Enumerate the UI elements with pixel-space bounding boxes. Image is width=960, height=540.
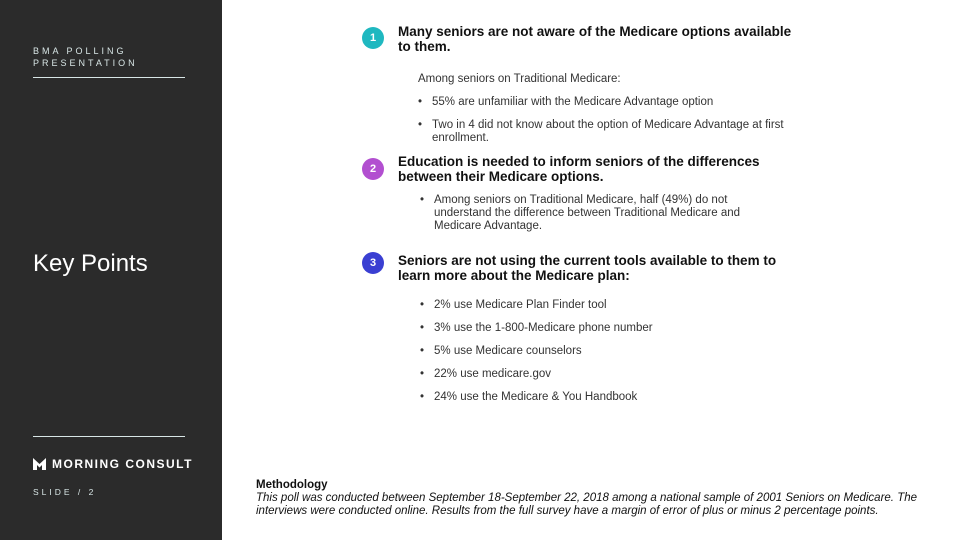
eyebrow: BMA POLLING [33,46,127,56]
logo-text: MORNING CONSULT [52,457,193,471]
slide-number: SLIDE / 2 [33,487,97,497]
point-heading-1: Many seniors are not aware of the Medicare options available to them. [398,24,792,54]
slide-title: Key Points [33,250,148,277]
methodology-text: This poll was conducted between September 18-September 22, 2018 among a national sample of 2001 Seniors on Medicare. The interviews were conducted online. Results from the full survey have a margin of error of plus or minus 2 percentage points. [256,492,918,517]
point-number-1: 1 [362,27,384,49]
divider [33,77,185,78]
bullet: • 24% use the Medicare & You Handbook [420,391,637,404]
bullet: • 55% are unfamiliar with the Medicare Advantage option [418,96,713,109]
logo [33,457,193,471]
point-number-2: 2 [362,158,384,180]
bullet: • Among seniors on Traditional Medicare, half (49%) do not understand the difference between Traditional Medicare and Medicare Advantage. [420,194,770,233]
bullet: • 3% use the 1-800-Medicare phone number [420,322,653,335]
point-number-3: 3 [362,252,384,274]
methodology [256,479,936,518]
point-heading-2: Education is needed to inform seniors of the differences between their Medicare options. [398,154,760,184]
bullet: • Two in 4 did not know about the option of Medicare Advantage at first enrollment. [418,119,798,145]
point-heading-3: Seniors are not using the current tools available to them to learn more about the Medicare plan: [398,253,777,283]
methodology-title: Methodology [256,479,328,491]
sidebar [0,0,222,540]
divider [33,436,185,437]
morning-consult-logo-icon [33,458,46,470]
bullet: • 5% use Medicare counselors [420,345,582,358]
point-intro: Among seniors on Traditional Medicare: [418,73,621,85]
eyebrow: PRESENTATION [33,58,138,68]
bullet: • 2% use Medicare Plan Finder tool [420,299,607,312]
bullet: • 22% use medicare.gov [420,368,551,381]
